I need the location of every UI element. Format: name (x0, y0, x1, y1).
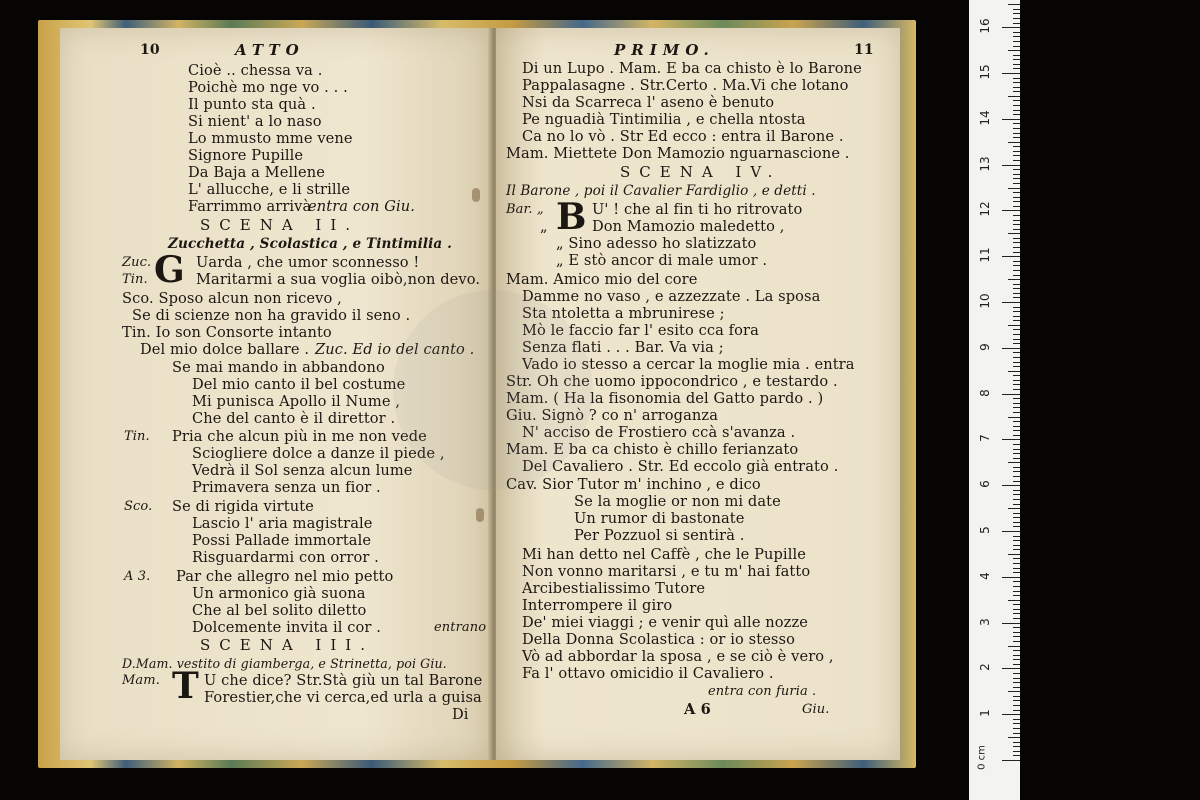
ruler-number: 14 (978, 110, 992, 126)
drop-cap-letter: T (172, 665, 199, 707)
ruler-tick (1013, 339, 1020, 340)
ruler-tick (1002, 485, 1020, 486)
text-line: Che del canto è il direttor . (192, 410, 396, 427)
text-line: Mi punisca Apollo il Nume , (192, 393, 401, 410)
ruler-tick (1013, 481, 1020, 482)
ruler-tick (1013, 728, 1020, 729)
ruler-tick (1002, 165, 1020, 166)
ruler-number: 7 (978, 434, 992, 443)
scene-characters: Il Barone , poi il Cavalier Fardiglio , e detti . (506, 183, 816, 199)
scene-heading: SCENA IV. (620, 163, 782, 181)
ruler-tick (1013, 494, 1020, 495)
ruler-tick (1013, 320, 1020, 321)
ruler-tick (1013, 476, 1020, 477)
ruler-tick (1013, 558, 1020, 559)
ruler-tick (1002, 256, 1020, 257)
ruler-tick (1013, 664, 1020, 665)
ruler-tick (1013, 655, 1020, 656)
ruler-tick (1013, 398, 1020, 399)
text-line: Damme no vaso , e azzezzate . La sposa (522, 288, 821, 305)
speaker-label: Mam. (122, 673, 160, 688)
ruler-tick (1013, 513, 1020, 514)
ruler-tick (1013, 284, 1020, 285)
ruler-tick (1013, 46, 1020, 47)
ruler-tick (1013, 366, 1020, 367)
text-line: Del mio dolce ballare . (140, 341, 310, 358)
ruler-tick (1013, 522, 1020, 523)
ruler-tick (1013, 403, 1020, 404)
text-line: Tin. Io son Consorte intanto (122, 324, 332, 341)
ruler-tick (1013, 32, 1020, 33)
ruler-number: 11 (978, 247, 992, 263)
text-line: Pria che alcun più in me non vede (172, 428, 427, 445)
ruler-tick (1013, 343, 1020, 344)
ruler-number: 13 (978, 155, 992, 172)
ruler-tick (1013, 746, 1020, 747)
ruler-tick (1013, 627, 1020, 628)
text-line: Cav. Sior Tutor m' inchino , e dico (506, 476, 761, 493)
text-line: Se mai mando in abbandono (172, 359, 385, 376)
text-line: Lascio l' aria magistrale (192, 515, 373, 532)
ruler-tick (1002, 73, 1020, 74)
text-line: Da Baja a Mellene (188, 164, 325, 181)
ruler-tick (1013, 733, 1020, 734)
text-line: Vado io stesso a cercar la moglie mia . entra (522, 356, 855, 373)
ruler-tick (1013, 9, 1020, 10)
text-line: Possi Pallade immortale (192, 532, 372, 549)
ruler-tick (1013, 146, 1020, 147)
ruler-number: 8 (978, 388, 992, 397)
text-line: Un rumor di bastonate (574, 510, 745, 527)
right-page-number: 11 (854, 42, 874, 58)
ruler-tick (1013, 100, 1020, 101)
ruler-tick (1013, 160, 1020, 161)
text-line: Maritarmi a sua voglia oibò,non devo. (196, 271, 481, 288)
ruler-tick (1013, 755, 1020, 756)
text-line: N' accisо de Frostiero ccà s'avanza . (522, 424, 796, 441)
ruler-number: 4 (978, 571, 992, 580)
ruler-tick (1013, 613, 1020, 614)
text-line: Fa l' ottavo omicidio il Cavaliero . (522, 665, 774, 682)
book-cover (38, 20, 916, 768)
ruler-tick (1013, 316, 1020, 317)
text-line: Mò le faccio far l' esito cca fora (522, 322, 759, 339)
text-line: Non vonno maritarsi , e tu m' hai fatto (522, 563, 811, 580)
text-line: Che al bel solito diletto (192, 602, 367, 619)
ruler-tick (1013, 568, 1020, 569)
ruler-tick (1013, 155, 1020, 156)
ruler-tick (1013, 87, 1020, 88)
scene-characters: D.Mam. vestito di giamberga, e Strinetta, poi Giu. (122, 656, 447, 671)
ruler-tick (1013, 357, 1020, 358)
text-line: Mam. ( Ha la fisonomia del Gatto pardo . ) (506, 390, 824, 407)
ruler-number: 2 (978, 663, 992, 672)
ruler-tick (1013, 375, 1020, 376)
ruler-tick (1002, 577, 1020, 578)
ruler-tick (1013, 137, 1020, 138)
speaker-label: Sco. (124, 499, 153, 514)
left-page-number: 10 (140, 42, 160, 58)
text-line: U' ! che al fin ti ho ritrovato (592, 201, 803, 218)
ruler-tick (1013, 572, 1020, 573)
ruler-tick (1013, 105, 1020, 106)
text-line: Dolcemente invita il cor . (192, 619, 381, 636)
ruler-tick (1013, 270, 1020, 271)
ruler-tick (1013, 696, 1020, 697)
binding-hole (476, 508, 484, 522)
ruler-number: 9 (978, 342, 992, 351)
ruler-tick (1013, 430, 1020, 431)
ruler-tick (1013, 678, 1020, 679)
text-line: Par che allegro nel mio petto (176, 568, 394, 585)
text-line: Se la moglie or non mi date (574, 493, 781, 510)
left-page (60, 28, 492, 760)
ruler-tick (1013, 407, 1020, 408)
ruler-tick (1002, 531, 1020, 532)
binding-hole (472, 188, 480, 202)
ruler-tick (1013, 700, 1020, 701)
ruler-number: 3 (978, 617, 992, 626)
ruler-tick (1013, 178, 1020, 179)
ruler-unit-label: 0 cm (976, 745, 988, 770)
ruler-tick (1013, 110, 1020, 111)
ruler-tick (1008, 600, 1020, 601)
text-line: Lo mmusto mme vene (188, 130, 353, 147)
ruler-tick (1013, 449, 1020, 450)
ruler-tick (1013, 673, 1020, 674)
ruler-tick (1002, 439, 1020, 440)
ruler-tick (1013, 229, 1020, 230)
ruler-tick (1013, 311, 1020, 312)
ruler-tick (1008, 325, 1020, 326)
ruler-tick (1013, 41, 1020, 42)
ruler-tick (1013, 55, 1020, 56)
text-line: Interrompere il giro (522, 597, 673, 614)
ruler-number: 12 (978, 201, 992, 218)
ruler-tick (1002, 623, 1020, 624)
ruler-tick (1002, 27, 1020, 28)
ruler-tick (1002, 668, 1020, 669)
text-line: Pe nguadià Tintimilia , e chella ntosta (522, 111, 806, 128)
ruler-tick (1013, 201, 1020, 202)
text-line: Il punto sta quà . (188, 96, 316, 113)
text-line: Don Mamozio maledetto , (592, 218, 785, 235)
ruler-tick (1013, 604, 1020, 605)
ruler-tick (1013, 609, 1020, 610)
catchword: Giu. (802, 702, 830, 717)
ruler-tick (1013, 220, 1020, 221)
ruler-tick (1013, 352, 1020, 353)
text-line: Di un Lupo . Mam. E ba ca chisto è lo Barone (522, 60, 862, 77)
text-line: Signore Pupille (188, 147, 304, 164)
ruler-tick (1013, 192, 1020, 193)
ruler-tick (1002, 394, 1020, 395)
scene-heading: SCENA III. (200, 636, 374, 654)
text-line: Poichè mo nge vo . . . (188, 79, 348, 96)
ruler-tick (1013, 632, 1020, 633)
stage-direction: entra con furia . (708, 684, 817, 699)
ruler-tick (1013, 329, 1020, 330)
text-line: U che dice? Str.Stà giù un tal Barone (204, 672, 483, 689)
ruler-tick (1013, 742, 1020, 743)
ruler-tick (1013, 206, 1020, 207)
catchword: Di (452, 706, 469, 723)
ruler-tick (1002, 119, 1020, 120)
text-line: Mam. E ba ca chisto è chillo ferianzato (506, 441, 799, 458)
ruler-tick (1013, 91, 1020, 92)
right-page (496, 28, 900, 760)
ruler-tick (1008, 508, 1020, 509)
ruler-tick (1013, 618, 1020, 619)
text-line: Della Donna Scolastica : or io stesso (522, 631, 795, 648)
text-line: Vò ad abbordar la sposa , e se ciò è vero , (522, 648, 834, 665)
text-line: Senza flati . . . Bar. Va via ; (522, 339, 724, 356)
ruler-tick (1008, 279, 1020, 280)
ruler-tick (1013, 275, 1020, 276)
ruler-tick (1013, 183, 1020, 184)
text-line: De' miei viaggi ; e venir quì alle nozze (522, 614, 808, 631)
ruler-tick (1013, 650, 1020, 651)
ruler-tick (1013, 114, 1020, 115)
text-line: „ (540, 218, 548, 235)
ruler-tick (1013, 710, 1020, 711)
text-line: „ Sino adesso ho slatizzato (556, 235, 757, 252)
text-line: Si nient' a lo naso (188, 113, 322, 130)
ruler-tick (1013, 238, 1020, 239)
speaker-label: Bar. „ (506, 202, 544, 217)
ruler-tick (1008, 233, 1020, 234)
text-line: Ca no lo vò . Str Ed ecco : entra il Barone . (522, 128, 844, 145)
stage-direction: entra con Giu. (308, 198, 415, 215)
speaker-label: Tin. (124, 429, 150, 444)
ruler-tick (1008, 371, 1020, 372)
ruler-tick (1002, 760, 1020, 761)
text-line: L' allucche, e li strille (188, 181, 351, 198)
ruler-tick (1013, 123, 1020, 124)
speaker-label: Tin. (122, 272, 148, 287)
ruler-tick (1013, 224, 1020, 225)
ruler-tick (1013, 384, 1020, 385)
scene-characters: Zucchetta , Scolastica , e Tintimilia . (168, 236, 453, 252)
measuring-ruler (969, 0, 1020, 800)
ruler-tick (1013, 687, 1020, 688)
ruler-tick (1013, 362, 1020, 363)
ruler-tick (1013, 641, 1020, 642)
ruler-tick (1013, 64, 1020, 65)
text-line: Uarda , che umor sconnesso ! (196, 254, 420, 271)
ruler-tick (1013, 78, 1020, 79)
ruler-tick (1008, 142, 1020, 143)
text-line: Mi han detto nel Caffè , che le Pupille (522, 546, 806, 563)
ruler-tick (1013, 682, 1020, 683)
text-line: Giu. Signò ? co n' arroganza (506, 407, 719, 424)
text-line: Cioè .. chessa va . (188, 62, 323, 79)
ruler-tick (1013, 545, 1020, 546)
ruler-tick (1013, 751, 1020, 752)
ruler-tick (1013, 591, 1020, 592)
text-line: „ E stò ancor di male umor . (556, 252, 768, 269)
ruler-tick (1013, 334, 1020, 335)
text-line: Sciogliere dolce a danze il piede , (192, 445, 445, 462)
text-line: Farrimmo arrivà . (188, 198, 321, 215)
ruler-tick (1013, 307, 1020, 308)
ruler-number: 15 (978, 64, 992, 80)
drop-cap-letter: G (154, 249, 185, 291)
ruler-tick (1008, 646, 1020, 647)
ruler-tick (1013, 36, 1020, 37)
ruler-tick (1013, 13, 1020, 14)
text-line: Pappalasagne . Str.Certo . Ma.Vi che lotano (522, 77, 849, 94)
ruler-tick (1013, 467, 1020, 468)
ruler-tick (1008, 188, 1020, 189)
ruler-tick (1013, 581, 1020, 582)
ruler-tick (1013, 59, 1020, 60)
text-line: Se di rigida virtute (172, 498, 314, 515)
ruler-tick (1013, 128, 1020, 129)
ruler-tick (1002, 348, 1020, 349)
ruler-tick (1013, 444, 1020, 445)
ruler-tick (1008, 50, 1020, 51)
ruler-number: 10 (978, 293, 992, 309)
text-line: Str. Oh che uomo ippocondrico , e testardo . (506, 373, 838, 390)
ruler-tick (1013, 563, 1020, 564)
text-line: Vedrà il Sol senza alcun lume (192, 462, 413, 479)
left-page-header: ATTO (235, 41, 305, 59)
scene-heading: SCENA II. (200, 216, 360, 234)
text-line: Sta ntoletta a mbrunirese ; (522, 305, 725, 322)
ruler-tick (1013, 297, 1020, 298)
ruler-number: 1 (978, 709, 992, 718)
ruler-tick (1013, 421, 1020, 422)
ruler-tick (1013, 540, 1020, 541)
ruler-tick (1002, 714, 1020, 715)
ruler-tick (1013, 586, 1020, 587)
drop-cap-letter: B (556, 196, 587, 238)
ruler-tick (1013, 723, 1020, 724)
ruler-tick (1013, 293, 1020, 294)
ruler-tick (1013, 458, 1020, 459)
speaker-label: A 3. (124, 569, 151, 584)
text-line: Mam. Amico mio del core (506, 271, 698, 288)
ruler-number: 5 (978, 526, 992, 534)
ruler-tick (1013, 471, 1020, 472)
ruler-tick (1013, 412, 1020, 413)
ruler-tick (1013, 242, 1020, 243)
text-line: Sco. Sposo alcun non ricevo , (122, 290, 342, 307)
ruler-tick (1008, 554, 1020, 555)
ruler-tick (1002, 302, 1020, 303)
ruler-tick (1013, 261, 1020, 262)
ruler-tick (1008, 737, 1020, 738)
ruler-number: 16 (978, 18, 992, 34)
ruler-tick (1013, 499, 1020, 500)
ruler-tick (1013, 169, 1020, 170)
ruler-tick (1013, 705, 1020, 706)
ruler-tick (1013, 252, 1020, 253)
ruler-tick (1013, 659, 1020, 660)
ruler-tick (1008, 96, 1020, 97)
signature-mark: A 6 (684, 701, 711, 718)
text-line: Arcibestialissimo Tutore (522, 580, 706, 597)
ruler-tick (1008, 462, 1020, 463)
text-line: Per Pozzuol si sentirà . (574, 527, 745, 544)
text-line: Un armonico già suona (192, 585, 366, 602)
ruler-tick (1013, 197, 1020, 198)
speaker-inline: Zuc. Ed io del canto . (315, 341, 475, 358)
stage-direction: entrano (434, 620, 487, 635)
ruler-tick (1013, 380, 1020, 381)
ruler-tick (1013, 517, 1020, 518)
ruler-tick (1013, 174, 1020, 175)
ruler-tick (1013, 435, 1020, 436)
ruler-tick (1013, 595, 1020, 596)
ruler-tick (1013, 247, 1020, 248)
ruler-tick (1008, 4, 1020, 5)
text-line: Mam. Miettete Don Mamozio nguarnascione . (506, 145, 850, 162)
ruler-tick (1013, 288, 1020, 289)
ruler-number: 6 (978, 480, 992, 489)
ruler-tick (1013, 549, 1020, 550)
ruler-tick (1013, 68, 1020, 69)
text-line: Se di scienze non ha gravido il seno . (132, 307, 411, 324)
speaker-label: Zuc. (122, 255, 152, 270)
ruler-tick (1008, 691, 1020, 692)
ruler-tick (1013, 504, 1020, 505)
ruler-tick (1013, 453, 1020, 454)
ruler-tick (1013, 490, 1020, 491)
ruler-tick (1013, 719, 1020, 720)
text-line: Nsi da Scarreca l' asenо è benuto (522, 94, 775, 111)
ruler-tick (1013, 636, 1020, 637)
text-line: Del mio canto il bel costume (192, 376, 406, 393)
ruler-tick (1002, 210, 1020, 211)
ruler-tick (1013, 151, 1020, 152)
ruler-tick (1013, 133, 1020, 134)
text-line: Forestier,che vi cerca,ed urla a guisa (204, 689, 482, 706)
ruler-tick (1013, 82, 1020, 83)
ruler-tick (1013, 215, 1020, 216)
text-line: Risguardarmi con orror . (192, 549, 379, 566)
ruler-tick (1013, 536, 1020, 537)
ruler-tick (1013, 526, 1020, 527)
text-line: Primavera senza un fior . (192, 479, 381, 496)
text-line: Del Cavaliero . Str. Ed eccolo già entrato . (522, 458, 839, 475)
ruler-tick (1013, 426, 1020, 427)
ruler-tick (1013, 18, 1020, 19)
ruler-tick (1013, 389, 1020, 390)
ruler-tick (1008, 417, 1020, 418)
ruler-tick (1013, 23, 1020, 24)
right-page-header: PRIMO. (614, 41, 715, 59)
ruler-tick (1013, 265, 1020, 266)
